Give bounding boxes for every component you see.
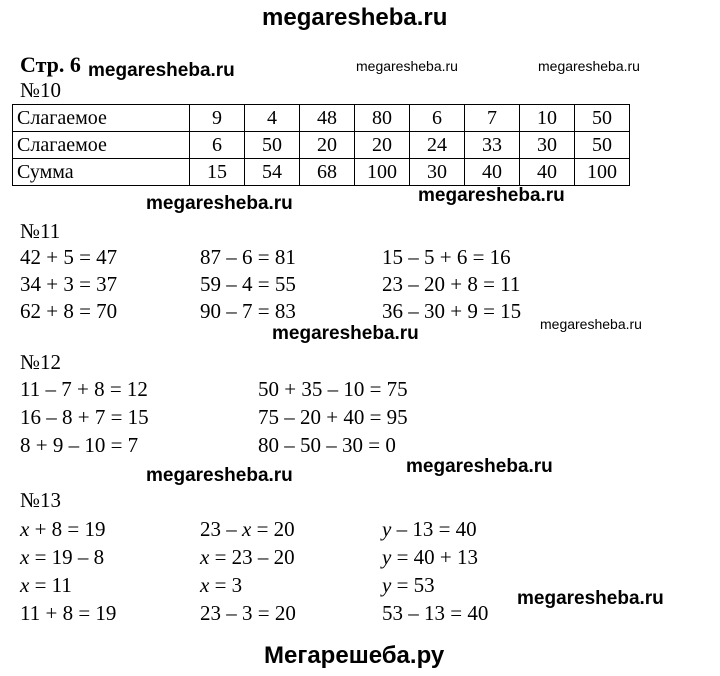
equation: y = 40 + 13 [382,545,479,569]
equation: 53 – 13 = 40 [382,601,489,625]
table-row [13,132,630,159]
equation: y – 13 = 40 [382,517,477,541]
table-cell: 40 [465,159,520,186]
equation: 23 – x = 20 [200,517,295,541]
equation: y = 53 [382,573,435,597]
equation: 90 – 7 = 83 [200,299,296,323]
equation: 34 + 3 = 37 [20,272,118,296]
table-cell: 10 [520,105,575,132]
table-row [13,105,630,132]
equation: 36 – 30 + 9 = 15 [382,299,522,323]
watermark: megaresheba.ru [146,193,293,214]
footer-site-title: Мегарешеба.ру [264,642,445,669]
watermark: megaresheba.ru [406,456,553,477]
row-label: Слагаемое [13,132,190,159]
table-cell: 20 [300,132,355,159]
row-label: Слагаемое [13,105,190,132]
equation: x + 8 = 19 [20,517,106,541]
equation: 15 – 5 + 6 = 16 [382,245,511,269]
equation: x = 19 – 8 [20,545,105,569]
task11-label: №11 [20,219,61,243]
equation: x = 11 [20,573,72,597]
header-site-title: megaresheba.ru [262,4,448,31]
table-cell: 100 [355,159,410,186]
equation: 80 – 50 – 30 = 0 [258,433,396,457]
equation: 87 – 6 = 81 [200,245,296,269]
table-cell: 50 [245,132,300,159]
watermark: megaresheba.ru [517,588,664,609]
table-cell: 68 [300,159,355,186]
watermark: megaresheba.ru [146,465,293,486]
watermark: megaresheba.ru [540,316,642,332]
table-cell: 30 [410,159,465,186]
table-cell: 20 [355,132,410,159]
table-cell: 9 [190,105,245,132]
table-cell: 24 [410,132,465,159]
equation: 11 + 8 = 19 [20,601,117,625]
task10-label: №10 [20,78,62,102]
equation: 23 – 20 + 8 = 11 [382,272,521,296]
equation: 50 + 35 – 10 = 75 [258,377,408,401]
equation: 62 + 8 = 70 [20,299,118,323]
table-cell: 30 [520,132,575,159]
table-cell: 80 [355,105,410,132]
equation: 42 + 5 = 47 [20,245,118,269]
task12-label: №12 [20,350,62,374]
watermark: megaresheba.ru [418,185,565,206]
table-cell: 33 [465,132,520,159]
table-cell: 40 [520,159,575,186]
table-cell: 54 [245,159,300,186]
watermark: megaresheba.ru [356,58,458,74]
table-cell: 15 [190,159,245,186]
equation: 75 – 20 + 40 = 95 [258,405,408,429]
table-cell: 48 [300,105,355,132]
table-cell: 6 [190,132,245,159]
equation: 16 – 8 + 7 = 15 [20,405,149,429]
table-cell: 6 [410,105,465,132]
watermark: megaresheba.ru [538,58,640,74]
equation: x = 23 – 20 [200,545,295,569]
equation: 11 – 7 + 8 = 12 [20,377,148,401]
watermark: megaresheba.ru [272,323,419,344]
table-cell: 4 [245,105,300,132]
row-label: Сумма [13,159,190,186]
task13-label: №13 [20,488,62,512]
equation: 8 + 9 – 10 = 7 [20,433,139,457]
table-cell: 100 [575,159,630,186]
page-label: Стр. 6 [20,52,81,77]
addition-table [12,104,630,186]
table-cell: 50 [575,132,630,159]
table-cell: 7 [465,105,520,132]
equation: 23 – 3 = 20 [200,601,296,625]
table-row [13,159,630,186]
equation: 59 – 4 = 55 [200,272,296,296]
table-cell: 50 [575,105,630,132]
watermark: megaresheba.ru [88,60,235,81]
equation: x = 3 [200,573,243,597]
